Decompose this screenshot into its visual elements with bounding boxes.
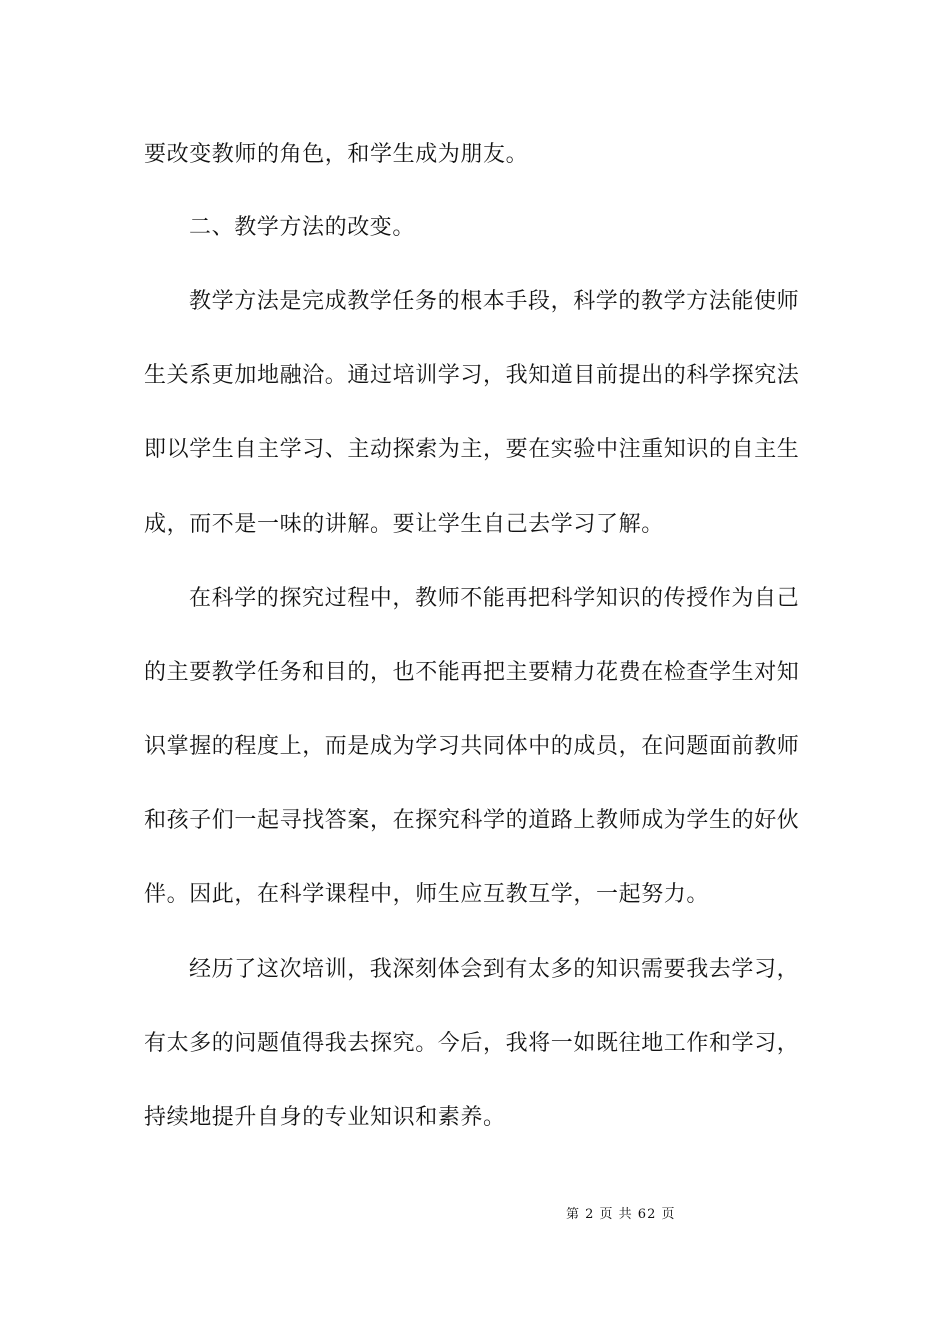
section-heading: 二、教学方法的改变。 — [189, 215, 416, 240]
text-line: 伴。因此，在科学课程中，师生应互教互学，一起努力。 — [144, 882, 710, 907]
text-line: 在科学的探究过程中，教师不能再把科学知识的传授作为自己 — [189, 586, 800, 611]
text-line: 要改变教师的角色，和学生成为朋友。 — [144, 142, 529, 167]
text-line: 教学方法是完成教学任务的根本手段，科学的教学方法能使师 — [189, 289, 800, 314]
text-line: 识掌握的程度上，而是成为学习共同体中的成员，在问题面前教师 — [144, 734, 800, 759]
page-number: 第 2 页 共 62 页 — [566, 1207, 676, 1222]
text-line: 的主要教学任务和目的，也不能再把主要精力花费在检查学生对知 — [144, 660, 800, 685]
text-line: 即以学生自主学习、主动探索为主，要在实验中注重知识的自主生 — [144, 437, 800, 462]
text-line: 生关系更加地融洽。通过培训学习，我知道目前提出的科学探究法 — [144, 363, 800, 388]
text-line: 有太多的问题值得我去探究。今后，我将一如既往地工作和学习， — [144, 1031, 800, 1056]
text-line: 和孩子们一起寻找答案，在探究科学的道路上教师成为学生的好伙 — [144, 808, 800, 833]
text-line: 经历了这次培训，我深刻体会到有太多的知识需要我去学习， — [189, 957, 800, 982]
text-line: 持续地提升自身的专业知识和素养。 — [144, 1105, 506, 1130]
text-line: 成，而不是一味的讲解。要让学生自己去学习了解。 — [144, 512, 664, 537]
